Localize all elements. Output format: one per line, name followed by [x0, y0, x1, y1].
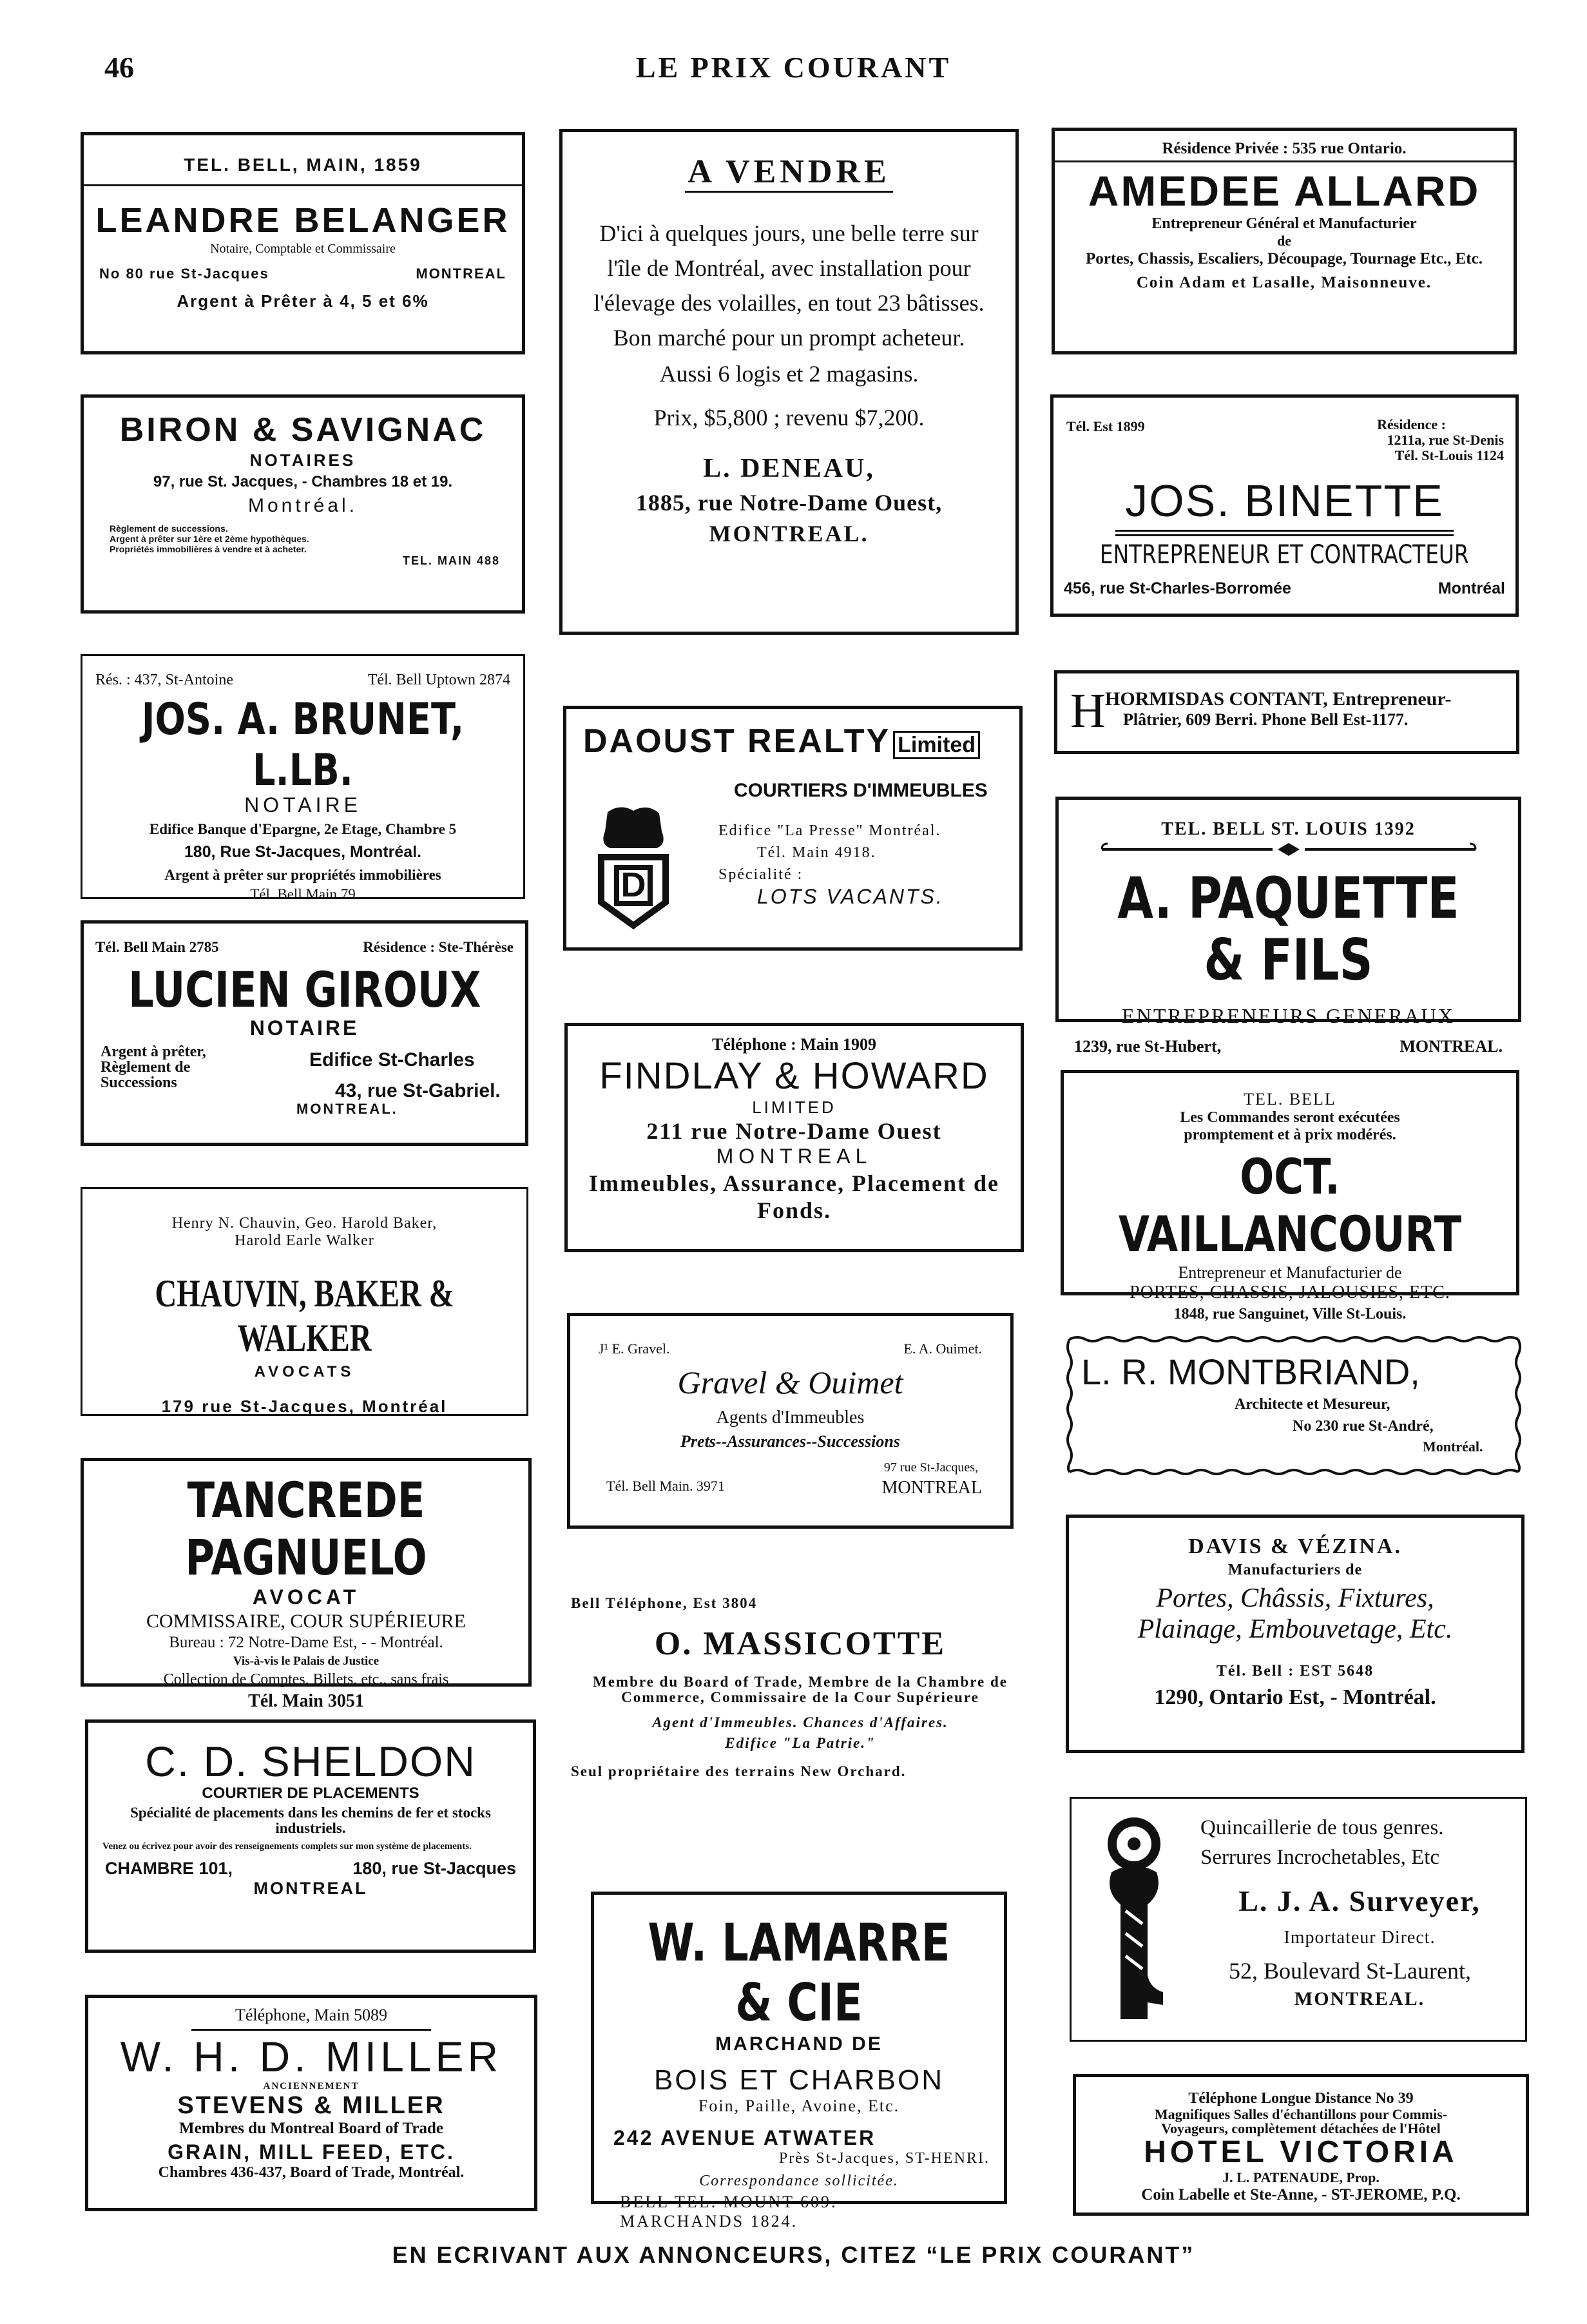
- ad-daoust: [563, 706, 1023, 951]
- ad-binette-res-addr: 1211a, rue St-Denis: [1387, 432, 1504, 448]
- ad-miller-formerly: ANCIENNEMENT: [263, 2081, 360, 2091]
- ad-miller-name: W. H. D. MILLER: [120, 2033, 503, 2080]
- paquette-ornament: [1097, 841, 1479, 861]
- ad-montbriand-city: Montréal.: [1423, 1438, 1483, 1455]
- ad-victoria-tel: Téléphone Longue Distance No 39: [1188, 2090, 1414, 2107]
- ad-vaillancourt: [1061, 1070, 1519, 1322]
- ad-binette-address: 456, rue St-Charles-Borromée: [1064, 579, 1291, 597]
- ad-surveyer: [1070, 1797, 1527, 2042]
- ad-binette-tel: Tél. Est 1899: [1066, 418, 1145, 434]
- ad-victoria-owner: J. L. PATENAUDE, Prop.: [1222, 2169, 1380, 2185]
- ad-deneau-title: A VENDRE: [688, 153, 890, 190]
- surveyer-key-logo: [1086, 1814, 1182, 2027]
- ad-victoria-address: Coin Labelle et Ste-Anne, - ST-JEROME, P.Q.: [1141, 2186, 1461, 2203]
- ad-findlay-tel: Téléphone : Main 1909: [712, 1035, 876, 1054]
- ad-surveyer-role: Importateur Direct.: [1284, 1928, 1436, 1948]
- ad-montbriand-name: L. R. MONTBRIAND,: [1081, 1351, 1420, 1392]
- ad-massicotte-building: Edifice "La Patrie.": [725, 1735, 876, 1751]
- ad-deneau-city: MONTREAL.: [709, 521, 869, 547]
- ad-vaillancourt-name: OCT. VAILLANCOURT: [1118, 1148, 1462, 1263]
- daoust-logo: [595, 806, 672, 928]
- ad-chauvin-name: CHAUVIN, BAKER & WALKER: [155, 1272, 454, 1359]
- ad-surveyer-city: MONTREAL.: [1294, 1988, 1425, 2009]
- ad-findlay-limited: LIMITED: [752, 1098, 836, 1117]
- ad-lamarre: [591, 1892, 1007, 2231]
- ad-deneau-address: 1885, rue Notre-Dame Ouest,: [635, 490, 943, 516]
- ad-gravel-left: J¹ E. Gravel.: [599, 1341, 670, 1357]
- ad-brunet-name: JOS. A. BRUNET, L.LB.: [141, 694, 465, 796]
- ad-giroux-tel: Tél. Bell Main 2785: [95, 939, 219, 955]
- ad-vaillancourt-address: 1848, rue Sanguinet, Ville St-Louis.: [1173, 1306, 1407, 1322]
- ad-sheldon-spec: Spécialité de placements dans les chemins de fer et stocks industriels.: [130, 1805, 491, 1836]
- ad-daoust-name: DAOUST REALTY: [583, 722, 891, 760]
- ad-allard-products: Portes, Chassis, Escaliers, Découpage, Tournage Etc., Etc.: [1086, 250, 1483, 267]
- ad-findlay-address: 211 rue Notre-Dame Ouest: [646, 1118, 942, 1144]
- ad-davis: [1066, 1515, 1524, 1753]
- ad-daoust-limited: Limited: [893, 731, 980, 759]
- ad-paquette-name: A. PAQUETTE & FILS: [1117, 865, 1459, 993]
- ad-giroux-res: Résidence : Ste-Thérèse: [363, 939, 514, 955]
- ad-chauvin-names1: Henry N. Chauvin, Geo. Harold Baker,: [171, 1215, 438, 1232]
- ad-gravel-right: E. A. Ouimet.: [903, 1341, 982, 1357]
- ad-binette-res-label: Résidence :: [1377, 416, 1446, 432]
- ad-biron-name: BIRON & SAVIGNAC: [119, 411, 486, 449]
- ad-pagnuelo-title: COMMISSAIRE, COUR SUPÉRIEURE: [146, 1611, 466, 1632]
- ad-massicotte-name: O. MASSICOTTE: [654, 1625, 947, 1662]
- ad-sheldon-invite: Venez ou écrivez pour avoir des renseignements complets sur mon système de placements.: [102, 1841, 472, 1852]
- ad-paquette-role: ENTREPRENEURS GENERAUX: [1122, 1004, 1455, 1027]
- ad-findlay-city: MONTREAL: [716, 1145, 872, 1168]
- ad-miller-member: Membres du Montreal Board of Trade: [179, 2120, 443, 2137]
- ad-biron-line2: Argent à prêter sur 1ère et 2ème hypothèques.: [110, 534, 309, 544]
- ad-sheldon-chambre: CHAMBRE 101,: [105, 1859, 233, 1878]
- ad-giroux-city: MONTREAL.: [296, 1101, 398, 1117]
- ad-paquette-address: 1239, rue St-Hubert,: [1074, 1037, 1222, 1056]
- ad-paquette-city: MONTREAL.: [1399, 1037, 1503, 1056]
- ad-massicotte-member: Membre du Board of Trade, Membre de la Chambre de Commerce, Commissaire de la Cour Supérieure: [593, 1674, 1008, 1705]
- ad-chauvin-role: AVOCATS: [254, 1363, 355, 1380]
- ad-giroux-left2: Règlement de: [101, 1059, 191, 1076]
- ad-belanger-address: No 80 rue St-Jacques: [99, 266, 269, 282]
- ad-deneau-body: D'ici à quelques jours, une belle terre sur l'île de Montréal, avec installation pour l'élevage des volailles, en tout 23 bâtisses. Bon marché pour un prompt acheteur.: [593, 220, 985, 351]
- ad-montbriand-address: No 230 rue St-André,: [1293, 1418, 1434, 1435]
- ad-brunet-building: Edifice Banque d'Epargne, 2e Etage, Chambre 5: [149, 821, 457, 837]
- ad-giroux-role: NOTAIRE: [249, 1016, 360, 1040]
- ad-chauvin-address: 179 rue St-Jacques, Montréal: [161, 1397, 448, 1416]
- ad-massicotte-tel: Bell Téléphone, Est 3804: [571, 1595, 758, 1611]
- ad-biron-line3: Propriétés immobilières à vendre et à acheter.: [110, 544, 307, 554]
- ad-miller-tel: Téléphone, Main 5089: [235, 2006, 388, 2024]
- ad-pagnuelo: [81, 1458, 532, 1711]
- ad-davis-name: DAVIS & VÉZINA.: [1188, 1535, 1402, 1558]
- ad-miller: [85, 1995, 537, 2211]
- ad-deneau: [559, 129, 1019, 635]
- ad-brunet-res: Rés. : 437, St-Antoine: [95, 672, 233, 688]
- page-title: LE PRIX COURANT: [635, 51, 952, 84]
- page-footer: EN ECRIVANT AUX ANNONCEURS, CITEZ “LE PRIX COURANT”: [392, 2242, 1195, 2268]
- ad-lamarre-address: 242 AVENUE ATWATER: [613, 2126, 876, 2149]
- ad-gravel: [567, 1313, 1014, 1529]
- ad-binette-city: Montréal: [1438, 579, 1505, 597]
- ad-surveyer-line2: Serrures Incrochetables, Etc: [1200, 1846, 1440, 1869]
- ad-sheldon-role: COURTIER DE PLACEMENTS: [202, 1785, 419, 1802]
- ad-pagnuelo-bureau: Bureau : 72 Notre-Dame Est, - - Montréal.: [169, 1634, 443, 1651]
- ad-montbriand: [1064, 1334, 1523, 1477]
- contant-initial: H: [1070, 684, 1106, 738]
- ad-deneau-name: L. DENEAU,: [703, 454, 875, 483]
- ad-massicotte-owner: Seul propriétaire des terrains New Orchard.: [571, 1763, 907, 1779]
- ad-giroux-building: Edifice St-Charles: [309, 1049, 475, 1070]
- ad-chauvin-names2: Harold Earle Walker: [235, 1232, 374, 1249]
- ad-davis-role: Manufacturiers de: [1227, 1562, 1363, 1578]
- ad-giroux-left3: Successions: [101, 1074, 177, 1091]
- ad-daoust-spec-label: Spécialité :: [718, 866, 803, 883]
- ad-biron-city: Montréal.: [247, 495, 358, 516]
- ad-sheldon-name: C. D. SHELDON: [145, 1738, 476, 1785]
- ad-allard-address: Coin Adam et Lasalle, Maisonneuve.: [1136, 274, 1432, 291]
- ad-daoust-tel: Tél. Main 4918.: [757, 844, 876, 861]
- ad-belanger-tel: TEL. BELL, MAIN, 1859: [184, 155, 422, 175]
- ad-sheldon-address: 180, rue St-Jacques: [352, 1859, 516, 1878]
- ad-victoria-name: HOTEL VICTORIA: [1144, 2135, 1458, 2169]
- ad-victoria-line1: Magnifiques Salles d'échantillons pour Commis-: [1154, 2106, 1448, 2122]
- ad-findlay-name: FINDLAY & HOWARD: [599, 1055, 989, 1097]
- ad-gravel-city: MONTREAL: [881, 1478, 982, 1498]
- ad-belanger-loan: Argent à Prêter à 4, 5 et 6%: [177, 291, 429, 311]
- ad-victoria: [1073, 2074, 1529, 2216]
- ad-giroux-address: 43, rue St-Gabriel.: [335, 1080, 501, 1101]
- ad-giroux-name: LUCIEN GIROUX: [128, 961, 481, 1018]
- ad-findlay: [564, 1023, 1024, 1252]
- ad-surveyer-address: 52, Boulevard St-Laurent,: [1229, 1958, 1471, 1984]
- ad-binette-res-tel: Tél. St-Louis 1124: [1394, 447, 1504, 463]
- ad-daoust-role: COURTIERS D'IMMEUBLES: [734, 780, 988, 801]
- ad-brunet: [81, 654, 525, 902]
- page-number: 46: [104, 51, 134, 84]
- ad-pagnuelo-collection: Collection de Comptes, Billets, etc., sans frais: [163, 1671, 449, 1688]
- ad-pagnuelo-opp: Vis-à-vis le Palais de Justice: [233, 1654, 380, 1668]
- ad-vaillancourt-line1: Les Commandes seront exécutées: [1180, 1109, 1400, 1126]
- ad-allard-name: AMEDEE ALLARD: [1088, 167, 1481, 215]
- ad-gravel-address: 97 rue St-Jacques,: [883, 1460, 978, 1475]
- daoust-logo-letter: D: [620, 866, 646, 904]
- ad-victoria-line2: Voyageurs, complètement détachées de l'Hôtel: [1161, 2120, 1441, 2136]
- ad-lamarre-tel1: BELL TEL. MOUNT 609.: [620, 2193, 838, 2211]
- ad-miller-firm: STEVENS & MILLER: [177, 2092, 445, 2119]
- ad-deneau-price: Prix, $5,800 ; revenu $7,200.: [653, 405, 925, 431]
- ad-lamarre-tel2: MARCHANDS 1824.: [620, 2212, 798, 2231]
- ad-daoust-building: Edifice "La Presse" Montréal.: [718, 822, 941, 839]
- ad-lamarre-goods2: Foin, Paille, Avoine, Etc.: [698, 2096, 900, 2115]
- ad-lamarre-near: Près St-Jacques, ST-HENRI.: [778, 2150, 990, 2167]
- ad-sheldon: [85, 1719, 536, 1953]
- ad-brunet-loan: Argent à prêter sur propriétés immobilières: [164, 867, 441, 883]
- ad-davis-tel: Tél. Bell : EST 5648: [1216, 1663, 1374, 1680]
- ad-paquette: [1055, 797, 1521, 1056]
- ad-belanger-name: LEANDRE BELANGER: [95, 201, 510, 240]
- ad-deneau-extra: Aussi 6 logis et 2 magasins.: [659, 361, 919, 387]
- ad-gravel-tel: Tél. Bell Main. 3971: [606, 1478, 725, 1494]
- ad-allard-role1: Entrepreneur Général et Manufacturier: [1151, 215, 1417, 232]
- ad-belanger-city: MONTREAL: [416, 266, 506, 282]
- ad-brunet-role: NOTAIRE: [244, 793, 361, 817]
- ad-biron-role: NOTAIRES: [249, 450, 356, 470]
- ad-pagnuelo-tel: Tél. Main 3051: [248, 1691, 364, 1711]
- ad-davis-products1: Portes, Châssis, Fixtures,: [1156, 1583, 1434, 1613]
- ad-chauvin: [81, 1187, 528, 1416]
- ad-brunet-tel: Tél. Bell Uptown 2874: [367, 672, 510, 688]
- ad-biron-address: 97, rue St. Jacques, - Chambres 18 et 19.: [153, 473, 453, 490]
- ad-allard-role2: de: [1277, 233, 1291, 249]
- ad-lamarre-corr: Correspondance sollicitée.: [699, 2173, 899, 2189]
- ad-surveyer-name: L. J. A. Surveyer,: [1238, 1884, 1481, 1917]
- ad-lamarre-name: W. LAMARRE & CIE: [648, 1913, 950, 2033]
- ad-contant-text2: Plâtrier, 609 Berri. Phone Bell Est-1177.: [1123, 710, 1409, 729]
- ad-massicotte: [571, 1595, 1030, 1853]
- ad-vaillancourt-line2: promptement et à prix modérés.: [1184, 1127, 1396, 1143]
- ad-giroux: [81, 920, 528, 1146]
- ad-vaillancourt-role2: PORTES, CHASSIS, JALOUSIES, ETC.: [1130, 1283, 1450, 1302]
- ad-gravel-services: Prets--Assurances--Successions: [680, 1432, 900, 1451]
- ad-binette-role: ENTREPRENEUR ET CONTRACTEUR: [1100, 540, 1469, 570]
- ad-miller-address: Chambres 436-437, Board of Trade, Montréal.: [158, 2164, 465, 2181]
- ad-pagnuelo-role: AVOCAT: [252, 1585, 360, 1609]
- ad-sheldon-city: MONTREAL: [253, 1879, 368, 1898]
- ad-biron-line1: Règlement de successions.: [110, 523, 228, 534]
- ad-lamarre-role: MARCHAND DE: [715, 2033, 883, 2055]
- ad-paquette-tel: TEL. BELL ST. LOUIS 1392: [1161, 819, 1416, 839]
- ad-gravel-name: Gravel & Ouimet: [677, 1364, 903, 1400]
- ad-contant: [1054, 670, 1519, 754]
- ad-surveyer-line1: Quincaillerie de tous genres.: [1200, 1816, 1444, 1839]
- ad-biron-tel: TEL. MAIN 488: [402, 554, 500, 567]
- ad-binette-name: JOS. BINETTE: [1125, 476, 1444, 526]
- ad-belanger: [81, 132, 525, 354]
- ad-brunet-tel2: Tél. Bell Main 79: [250, 886, 356, 902]
- ad-vaillancourt-role1: Entrepreneur et Manufacturier de: [1178, 1263, 1402, 1282]
- ad-montbriand-role: Architecte et Mesureur,: [1235, 1396, 1390, 1413]
- ad-massicotte-agent: Agent d'Immeubles. Chances d'Affaires.: [652, 1714, 948, 1730]
- ad-allard: [1052, 128, 1517, 354]
- ad-contant-text1: HORMISDAS CONTANT, Entrepreneur-: [1105, 688, 1452, 710]
- ad-allard-residence: Résidence Privée : 535 rue Ontario.: [1162, 140, 1407, 157]
- ad-davis-address: 1290, Ontario Est, - Montréal.: [1154, 1685, 1436, 1709]
- ad-belanger-role: Notaire, Comptable et Commissaire: [210, 242, 396, 256]
- ad-miller-goods: GRAIN, MILL FEED, ETC.: [168, 2140, 455, 2164]
- ad-vaillancourt-tel: TEL. BELL: [1244, 1090, 1336, 1109]
- ad-findlay-services: Immeubles, Assurance, Placement de Fonds.: [589, 1170, 999, 1223]
- ad-gravel-role: Agents d'Immeubles: [716, 1408, 865, 1428]
- ad-lamarre-goods: BOIS ET CHARBON: [653, 2064, 945, 2096]
- ad-davis-products2: Plainage, Embouvetage, Etc.: [1137, 1614, 1453, 1644]
- ad-pagnuelo-name: TANCREDE PAGNUELO: [185, 1471, 427, 1586]
- ad-daoust-spec: LOTS VACANTS.: [757, 885, 944, 908]
- ad-giroux-left1: Argent à prêter,: [101, 1043, 206, 1060]
- ad-biron: [81, 394, 525, 614]
- ad-binette: [1050, 394, 1519, 617]
- ad-brunet-address: 180, Rue St-Jacques, Montréal.: [184, 843, 422, 861]
